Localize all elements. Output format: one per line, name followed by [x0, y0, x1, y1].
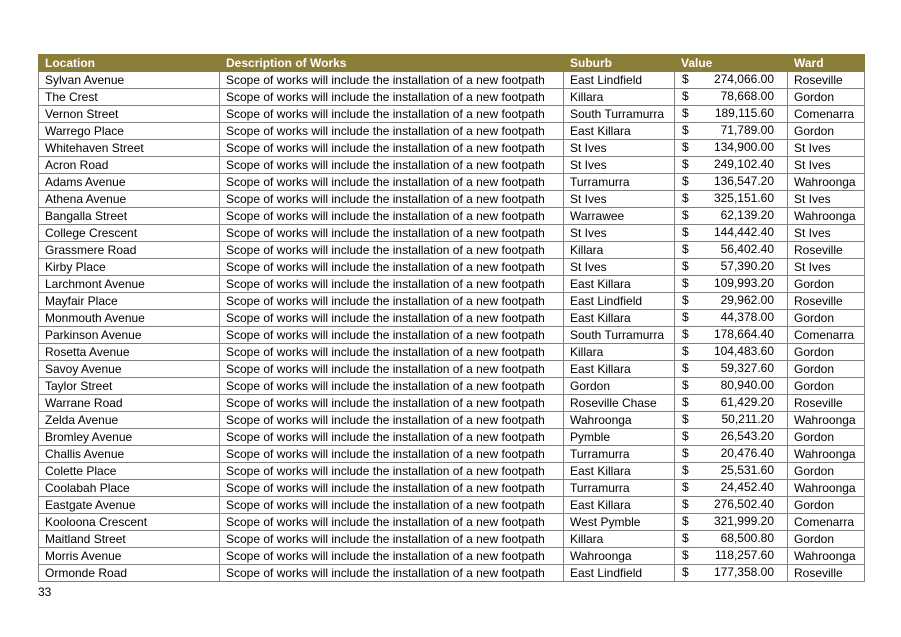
cell-description: Scope of works will include the installation of a new footpath	[220, 225, 564, 242]
value-amount: 249,102.40	[713, 157, 774, 171]
works-table	[38, 54, 865, 582]
cell-location: Colette Place	[39, 463, 220, 480]
cell-value	[675, 497, 788, 514]
cell-ward: Roseville	[788, 293, 865, 310]
header-ward: Ward	[788, 55, 865, 72]
cell-value	[675, 276, 788, 293]
cell-description: Scope of works will include the installation of a new footpath	[220, 446, 564, 463]
currency-symbol: $	[682, 463, 689, 477]
table-row	[39, 378, 865, 395]
cell-description: Scope of works will include the installation of a new footpath	[220, 327, 564, 344]
cell-description: Scope of works will include the installation of a new footpath	[220, 565, 564, 582]
cell-location: Rosetta Avenue	[39, 344, 220, 361]
table-row	[39, 174, 865, 191]
value-amount: 29,962.00	[720, 293, 774, 307]
currency-symbol: $	[682, 276, 689, 290]
table-row	[39, 344, 865, 361]
cell-location: Adams Avenue	[39, 174, 220, 191]
value-amount: 325,151.60	[713, 191, 774, 205]
cell-location: Bangalla Street	[39, 208, 220, 225]
table-row	[39, 242, 865, 259]
cell-ward: Gordon	[788, 344, 865, 361]
currency-symbol: $	[682, 140, 689, 154]
currency-symbol: $	[682, 293, 689, 307]
table-row	[39, 327, 865, 344]
currency-symbol: $	[682, 242, 689, 256]
currency-symbol: $	[682, 123, 689, 137]
cell-value	[675, 89, 788, 106]
cell-ward: St Ives	[788, 140, 865, 157]
header-row	[39, 55, 865, 72]
table-row	[39, 480, 865, 497]
cell-suburb: East Killara	[564, 497, 675, 514]
value-amount: 109,993.20	[713, 276, 774, 290]
cell-suburb: East Killara	[564, 361, 675, 378]
currency-symbol: $	[682, 514, 689, 528]
table-row	[39, 208, 865, 225]
cell-suburb: East Lindfield	[564, 293, 675, 310]
cell-suburb: West Pymble	[564, 514, 675, 531]
cell-location: College Crescent	[39, 225, 220, 242]
cell-value	[675, 106, 788, 123]
cell-description: Scope of works will include the installation of a new footpath	[220, 293, 564, 310]
table-header	[39, 55, 865, 72]
cell-suburb: St Ives	[564, 191, 675, 208]
header-location: Location	[39, 55, 220, 72]
cell-suburb: East Killara	[564, 123, 675, 140]
value-amount: 59,327.60	[720, 361, 774, 375]
cell-location: Bromley Avenue	[39, 429, 220, 446]
currency-symbol: $	[682, 327, 689, 341]
cell-ward: Wahroonga	[788, 480, 865, 497]
cell-value	[675, 446, 788, 463]
cell-value	[675, 548, 788, 565]
cell-suburb: Turramurra	[564, 174, 675, 191]
cell-description: Scope of works will include the installation of a new footpath	[220, 463, 564, 480]
cell-location: Athena Avenue	[39, 191, 220, 208]
value-amount: 136,547.20	[713, 174, 774, 188]
currency-symbol: $	[682, 174, 689, 188]
cell-location: Monmouth Avenue	[39, 310, 220, 327]
currency-symbol: $	[682, 531, 689, 545]
value-amount: 68,500.80	[720, 531, 774, 545]
cell-value	[675, 310, 788, 327]
cell-description: Scope of works will include the installation of a new footpath	[220, 412, 564, 429]
cell-ward: Gordon	[788, 89, 865, 106]
table-row	[39, 361, 865, 378]
cell-value	[675, 463, 788, 480]
currency-symbol: $	[682, 106, 689, 120]
cell-description: Scope of works will include the installation of a new footpath	[220, 395, 564, 412]
cell-value	[675, 259, 788, 276]
cell-value	[675, 123, 788, 140]
cell-suburb: South Turramurra	[564, 327, 675, 344]
cell-description: Scope of works will include the installation of a new footpath	[220, 514, 564, 531]
cell-value	[675, 565, 788, 582]
value-amount: 177,358.00	[713, 565, 774, 579]
cell-location: Eastgate Avenue	[39, 497, 220, 514]
cell-value	[675, 225, 788, 242]
table-row	[39, 259, 865, 276]
cell-description: Scope of works will include the installation of a new footpath	[220, 123, 564, 140]
cell-ward: Comenarra	[788, 327, 865, 344]
cell-description: Scope of works will include the installation of a new footpath	[220, 259, 564, 276]
cell-value	[675, 327, 788, 344]
table-row	[39, 123, 865, 140]
value-amount: 78,668.00	[720, 89, 774, 103]
cell-description: Scope of works will include the installation of a new footpath	[220, 344, 564, 361]
cell-suburb: Killara	[564, 344, 675, 361]
table-row	[39, 310, 865, 327]
cell-suburb: Pymble	[564, 429, 675, 446]
header-description: Description of Works	[220, 55, 564, 72]
cell-location: Morris Avenue	[39, 548, 220, 565]
header-suburb: Suburb	[564, 55, 675, 72]
table-row	[39, 565, 865, 582]
cell-location: Ormonde Road	[39, 565, 220, 582]
value-amount: 321,999.20	[713, 514, 774, 528]
cell-location: Mayfair Place	[39, 293, 220, 310]
cell-description: Scope of works will include the installation of a new footpath	[220, 497, 564, 514]
currency-symbol: $	[682, 72, 689, 86]
value-amount: 189,115.60	[714, 106, 774, 120]
table-row	[39, 497, 865, 514]
cell-description: Scope of works will include the installation of a new footpath	[220, 361, 564, 378]
value-amount: 25,531.60	[720, 463, 774, 477]
cell-suburb: St Ives	[564, 259, 675, 276]
cell-location: Warrego Place	[39, 123, 220, 140]
cell-suburb: Killara	[564, 242, 675, 259]
value-amount: 56,402.40	[720, 242, 774, 256]
currency-symbol: $	[682, 480, 689, 494]
value-amount: 144,442.40	[713, 225, 774, 239]
cell-value	[675, 378, 788, 395]
cell-value	[675, 412, 788, 429]
cell-location: The Crest	[39, 89, 220, 106]
table-row	[39, 191, 865, 208]
cell-ward: Wahroonga	[788, 208, 865, 225]
currency-symbol: $	[682, 565, 689, 579]
cell-suburb: East Killara	[564, 276, 675, 293]
cell-value	[675, 344, 788, 361]
cell-ward: St Ives	[788, 259, 865, 276]
table-row	[39, 89, 865, 106]
cell-suburb: East Killara	[564, 463, 675, 480]
cell-description: Scope of works will include the installation of a new footpath	[220, 480, 564, 497]
cell-ward: Comenarra	[788, 106, 865, 123]
cell-location: Vernon Street	[39, 106, 220, 123]
table-row	[39, 157, 865, 174]
cell-location: Larchmont Avenue	[39, 276, 220, 293]
cell-ward: Gordon	[788, 378, 865, 395]
cell-location: Maitland Street	[39, 531, 220, 548]
currency-symbol: $	[682, 412, 689, 426]
currency-symbol: $	[682, 446, 689, 460]
cell-description: Scope of works will include the installation of a new footpath	[220, 531, 564, 548]
value-amount: 50,211.20	[721, 412, 774, 426]
currency-symbol: $	[682, 344, 689, 358]
cell-description: Scope of works will include the installation of a new footpath	[220, 106, 564, 123]
cell-location: Savoy Avenue	[39, 361, 220, 378]
value-amount: 20,476.40	[720, 446, 774, 460]
cell-suburb: Roseville Chase	[564, 395, 675, 412]
value-amount: 118,257.60	[714, 548, 774, 562]
value-amount: 80,940.00	[720, 378, 774, 392]
value-amount: 62,139.20	[720, 208, 774, 222]
cell-suburb: Turramurra	[564, 446, 675, 463]
cell-description: Scope of works will include the installation of a new footpath	[220, 548, 564, 565]
table-row	[39, 514, 865, 531]
cell-description: Scope of works will include the installation of a new footpath	[220, 378, 564, 395]
cell-location: Whitehaven Street	[39, 140, 220, 157]
value-amount: 178,664.40	[713, 327, 774, 341]
cell-ward: Roseville	[788, 72, 865, 89]
cell-ward: Roseville	[788, 242, 865, 259]
cell-value	[675, 157, 788, 174]
currency-symbol: $	[682, 378, 689, 392]
cell-location: Sylvan Avenue	[39, 72, 220, 89]
table-row	[39, 106, 865, 123]
cell-location: Acron Road	[39, 157, 220, 174]
cell-description: Scope of works will include the installation of a new footpath	[220, 429, 564, 446]
table-row	[39, 412, 865, 429]
cell-ward: Gordon	[788, 531, 865, 548]
cell-ward: Gordon	[788, 497, 865, 514]
cell-ward: St Ives	[788, 191, 865, 208]
cell-suburb: St Ives	[564, 157, 675, 174]
table-body	[39, 72, 865, 582]
cell-suburb: Turramurra	[564, 480, 675, 497]
cell-location: Coolabah Place	[39, 480, 220, 497]
cell-suburb: Gordon	[564, 378, 675, 395]
cell-suburb: East Lindfield	[564, 565, 675, 582]
cell-suburb: St Ives	[564, 140, 675, 157]
value-amount: 26,543.20	[720, 429, 774, 443]
currency-symbol: $	[682, 310, 689, 324]
cell-value	[675, 429, 788, 446]
cell-value	[675, 293, 788, 310]
cell-location: Grassmere Road	[39, 242, 220, 259]
currency-symbol: $	[682, 395, 689, 409]
cell-description: Scope of works will include the installation of a new footpath	[220, 310, 564, 327]
cell-description: Scope of works will include the installation of a new footpath	[220, 242, 564, 259]
cell-location: Kirby Place	[39, 259, 220, 276]
cell-ward: Gordon	[788, 310, 865, 327]
table-row	[39, 548, 865, 565]
cell-ward: Roseville	[788, 395, 865, 412]
table-row	[39, 293, 865, 310]
cell-value	[675, 514, 788, 531]
cell-suburb: Warrawee	[564, 208, 675, 225]
cell-suburb: Killara	[564, 531, 675, 548]
cell-suburb: Wahroonga	[564, 412, 675, 429]
cell-ward: Gordon	[788, 123, 865, 140]
cell-value	[675, 395, 788, 412]
cell-location: Zelda Avenue	[39, 412, 220, 429]
cell-description: Scope of works will include the installation of a new footpath	[220, 174, 564, 191]
cell-ward: Comenarra	[788, 514, 865, 531]
value-amount: 71,789.00	[720, 123, 774, 137]
currency-symbol: $	[682, 548, 689, 562]
cell-suburb: East Lindfield	[564, 72, 675, 89]
cell-suburb: South Turramurra	[564, 106, 675, 123]
cell-ward: Wahroonga	[788, 446, 865, 463]
cell-ward: Roseville	[788, 565, 865, 582]
cell-description: Scope of works will include the installation of a new footpath	[220, 208, 564, 225]
cell-location: Challis Avenue	[39, 446, 220, 463]
value-amount: 61,429.20	[720, 395, 774, 409]
cell-ward: St Ives	[788, 157, 865, 174]
currency-symbol: $	[682, 225, 689, 239]
cell-location: Parkinson Avenue	[39, 327, 220, 344]
currency-symbol: $	[682, 208, 689, 222]
cell-ward: Gordon	[788, 361, 865, 378]
value-amount: 276,502.40	[713, 497, 774, 511]
currency-symbol: $	[682, 361, 689, 375]
cell-ward: Wahroonga	[788, 548, 865, 565]
header-value: Value	[675, 55, 788, 72]
cell-value	[675, 361, 788, 378]
table-row	[39, 395, 865, 412]
currency-symbol: $	[682, 497, 689, 511]
cell-description: Scope of works will include the installation of a new footpath	[220, 72, 564, 89]
value-amount: 24,452.40	[720, 480, 774, 494]
cell-location: Taylor Street	[39, 378, 220, 395]
cell-description: Scope of works will include the installation of a new footpath	[220, 276, 564, 293]
cell-value	[675, 191, 788, 208]
table-row	[39, 446, 865, 463]
currency-symbol: $	[682, 157, 689, 171]
cell-value	[675, 72, 788, 89]
table-row	[39, 429, 865, 446]
currency-symbol: $	[682, 191, 689, 205]
cell-value	[675, 531, 788, 548]
cell-value	[675, 242, 788, 259]
cell-ward: Gordon	[788, 276, 865, 293]
cell-suburb: St Ives	[564, 225, 675, 242]
table-row	[39, 225, 865, 242]
cell-value	[675, 140, 788, 157]
cell-description: Scope of works will include the installation of a new footpath	[220, 157, 564, 174]
page-number: 33	[38, 585, 52, 599]
value-amount: 104,483.60	[713, 344, 774, 358]
currency-symbol: $	[682, 429, 689, 443]
table-row	[39, 531, 865, 548]
cell-suburb: East Killara	[564, 310, 675, 327]
cell-ward: Gordon	[788, 429, 865, 446]
cell-value	[675, 480, 788, 497]
cell-value	[675, 208, 788, 225]
table-row	[39, 276, 865, 293]
cell-description: Scope of works will include the installation of a new footpath	[220, 89, 564, 106]
cell-ward: Wahroonga	[788, 174, 865, 191]
value-amount: 274,066.00	[713, 72, 774, 86]
cell-ward: Wahroonga	[788, 412, 865, 429]
cell-suburb: Wahroonga	[564, 548, 675, 565]
cell-description: Scope of works will include the installation of a new footpath	[220, 191, 564, 208]
cell-value	[675, 174, 788, 191]
cell-suburb: Killara	[564, 89, 675, 106]
value-amount: 44,378.00	[720, 310, 774, 324]
table-row	[39, 72, 865, 89]
currency-symbol: $	[682, 259, 689, 273]
cell-description: Scope of works will include the installation of a new footpath	[220, 140, 564, 157]
table-row	[39, 140, 865, 157]
cell-location: Warrane Road	[39, 395, 220, 412]
value-amount: 134,900.00	[713, 140, 774, 154]
currency-symbol: $	[682, 89, 689, 103]
cell-ward: St Ives	[788, 225, 865, 242]
cell-location: Kooloona Crescent	[39, 514, 220, 531]
value-amount: 57,390.20	[720, 259, 774, 273]
cell-ward: Gordon	[788, 463, 865, 480]
table-row	[39, 463, 865, 480]
